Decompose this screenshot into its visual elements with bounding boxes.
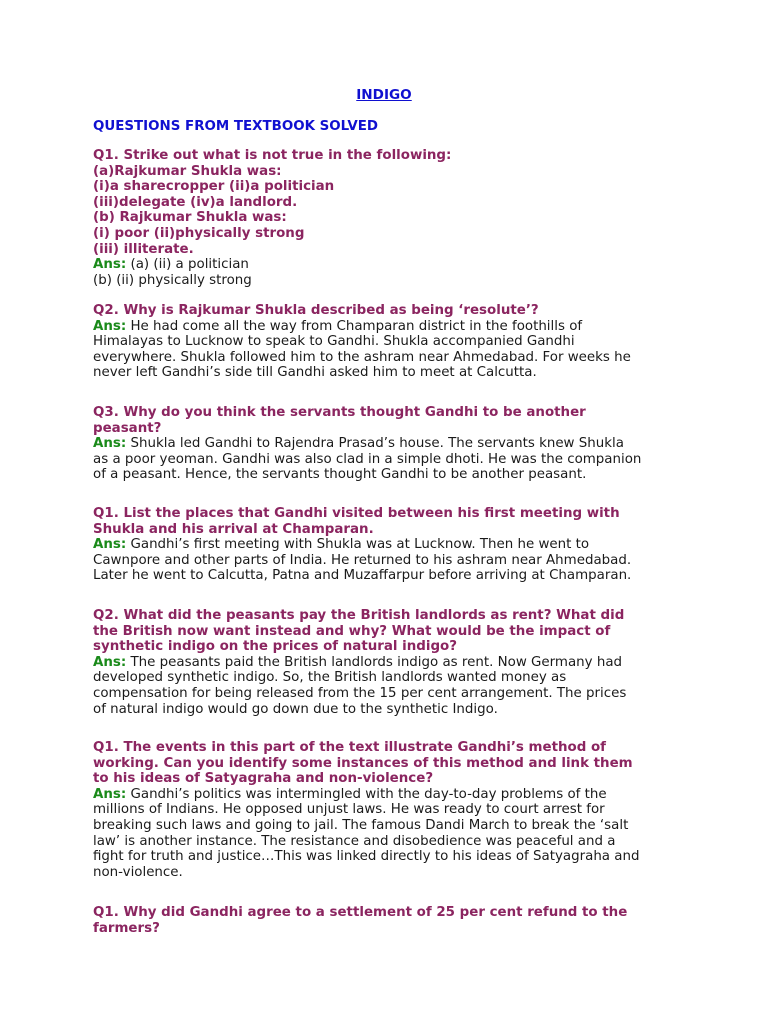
answer-label: Ans: [93,436,127,452]
answer-line [93,365,683,381]
answer-line [93,702,683,718]
answer-line [93,537,683,553]
answer-text [93,436,683,483]
question-line: to his ideas of Satyagraha and non-violence? [93,771,434,787]
section-heading: QUESTIONS FROM TEXTBOOK SOLVED [93,119,378,134]
answer-text [93,655,683,717]
question-line: (a)Rajkumar Shukla was: [93,163,282,179]
answer-text [93,537,683,584]
answer-line [93,670,683,686]
qa-block-5 [93,608,683,717]
question-line: (iii) illiterate. [93,241,194,257]
answer-line-text: Gandhi’s politics was intermingled with the day-to-day problems of the [126,786,607,802]
question-line: the British now want instead and why? What would be the impact of [93,623,611,639]
question-line: Q1. List the places that Gandhi visited between his first meeting with [93,506,620,521]
answer-label: Ans: [93,786,127,802]
question-line: (i)a sharecropper (ii)a politician [93,179,335,195]
answer-line-text: He had come all the way from Champaran district in the foothills of [126,318,583,334]
question-line: Q1. The events in this part of the text illustrate Gandhi’s method of [93,740,606,755]
answer-line [93,467,683,483]
answer-text [93,787,683,881]
question-text [93,148,683,257]
qa-block-2 [93,303,683,381]
question-text [93,905,683,936]
question-line: farmers? [93,920,160,936]
question-line: Q1. Why did Gandhi agree to a settlement of 25 per cent refund to the [93,905,628,920]
answer-line-text: fight for truth and justice…This was linked directly to his ideas of Satyagraha and [93,849,640,865]
answer-line [93,350,683,366]
answer-line-text: everywhere. Shukla followed him to the ashram near Ahmedabad. For weeks he [93,349,631,365]
answer-line [93,686,683,702]
qa-block-1 [93,148,683,288]
answer-line-text: of a peasant. Hence, the servants thought Gandhi to be another peasant. [93,467,587,483]
answer-line-text: Later he went to Calcutta, Patna and Muzaffarpur before arriving at Champaran. [93,568,632,584]
answer-line [93,257,683,273]
answer-line [93,787,683,803]
qa-block-7 [93,905,683,936]
answer-label: Ans: [93,257,127,273]
page-title: INDIGO [356,87,412,103]
question-line: Q3. Why do you think the servants thought Gandhi to be another [93,405,586,420]
question-text [93,506,683,537]
question-line: Q2. What did the peasants pay the British landlords as rent? What did [93,608,625,623]
answer-line [93,802,683,818]
answer-line-text: breaking such laws and going to jail. The famous Dandi March to break the ‘salt [93,817,629,833]
answer-line [93,865,683,881]
question-line: Shukla and his arrival at Champaran. [93,521,374,537]
question-line: Q2. Why is Rajkumar Shukla described as being ‘resolute’? [93,303,539,318]
answer-text [93,257,683,288]
question-text [93,608,683,655]
answer-line [93,553,683,569]
answer-line-text: The peasants paid the British landlords indigo as rent. Now Germany had [126,654,623,670]
answer-line [93,334,683,350]
answer-line-text: never left Gandhi’s side till Gandhi asked him to meet at Calcutta. [93,365,537,381]
answer-line [93,849,683,865]
answer-line-text: Gandhi’s first meeting with Shukla was at Lucknow. Then he went to [126,537,590,553]
answer-label: Ans: [93,537,127,553]
answer-line-text: Cawnpore and other parts of India. He returned to his ashram near Ahmedabad. [93,552,632,568]
answer-label: Ans: [93,318,127,334]
question-line: (i) poor (ii)physically strong [93,225,305,241]
question-line: working. Can you identify some instances of this method and link them [93,755,633,771]
qa-block-6 [93,740,683,880]
answer-line-text: Himalayas to Lucknow to speak to Gandhi. Shukla accompanied Gandhi [93,334,575,350]
answer-line [93,436,683,452]
question-line: Q1. Strike out what is not true in the following: [93,148,452,163]
answer-line-text: Shukla led Gandhi to Rajendra Prasad’s house. The servants knew Shukla [126,436,624,452]
answer-line-text: (a) (ii) a politician [126,257,249,273]
question-line: (iii)delegate (iv)a landlord. [93,194,298,210]
answer-text [93,319,683,381]
question-line: synthetic indigo on the prices of natural indigo? [93,639,458,655]
answer-line-text: millions of Indians. He opposed unjust laws. He was ready to court arrest for [93,802,605,818]
question-text [93,740,683,787]
qa-block-4 [93,506,683,584]
answer-line [93,273,683,289]
answer-line [93,818,683,834]
qa-block-3 [93,405,683,483]
answer-line-text: compensation for being released from the 15 per cent arrangement. The prices [93,685,627,701]
answer-line-text: law’ is another instance. The resistance and disobedience was peaceful and a [93,833,616,849]
answer-line [93,452,683,468]
question-line: peasant? [93,420,162,436]
question-text [93,405,683,436]
answer-line-text: (b) (ii) physically strong [93,272,252,288]
answer-line [93,319,683,335]
answer-line-text: of natural indigo would go down due to the synthetic Indigo. [93,701,498,717]
answer-line-text: non-violence. [93,864,183,880]
answer-label: Ans: [93,654,127,670]
answer-line [93,568,683,584]
question-line: (b) Rajkumar Shukla was: [93,210,287,226]
question-text [93,303,683,319]
answer-line [93,834,683,850]
answer-line-text: developed synthetic indigo. So, the British landlords wanted money as [93,670,567,686]
answer-line-text: as a poor yeoman. Gandhi was also clad in a simple dhoti. He was the companion [93,451,642,467]
answer-line [93,655,683,671]
